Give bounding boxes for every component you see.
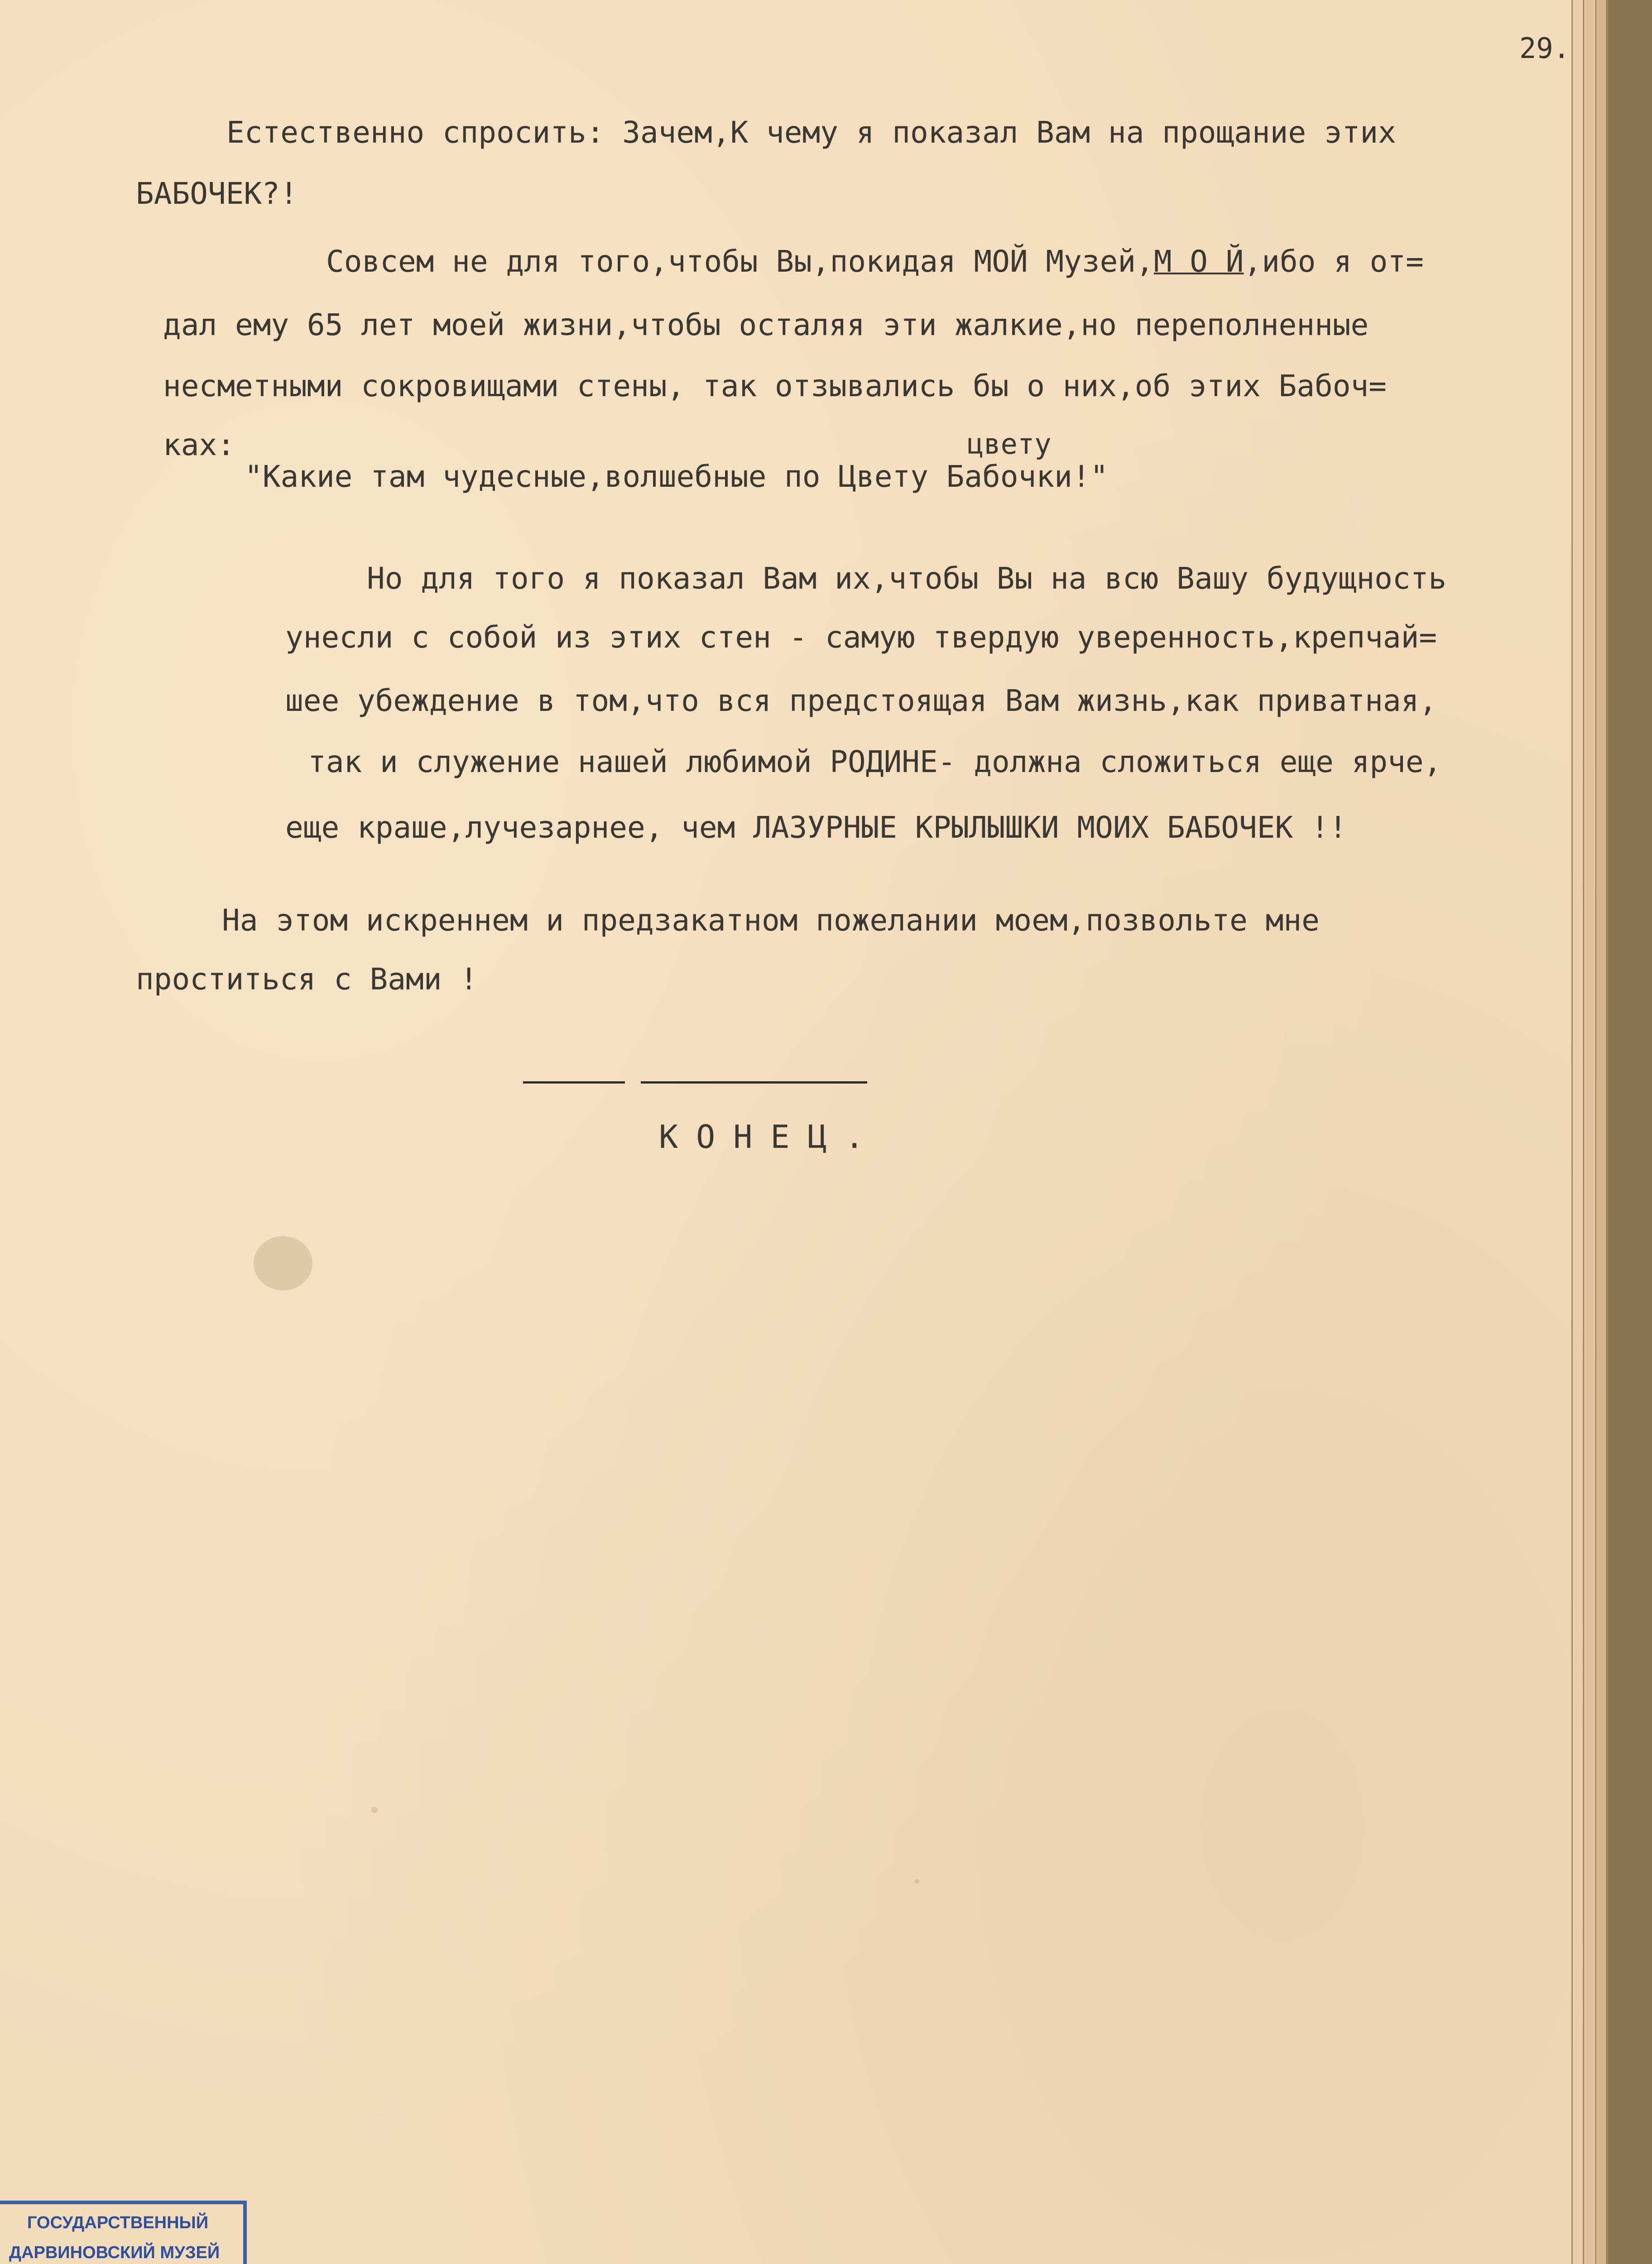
paper-speck [371,1807,378,1813]
binding-edge [1607,0,1652,2264]
paragraph-1-line-2: БАБОЧЕК?! [136,176,298,211]
paragraph-2-line-1-start: Совсем не для того,чтобы Вы,покидая МОЙ Музей, [326,244,1154,279]
underlined-moi: М О Й [1153,244,1244,279]
museum-stamp [0,2201,247,2264]
paragraph-2-line-3: несметными сокровищами стены, так отзывались бы о них,об этих Бабоч= [163,369,1387,403]
paragraph-1-line-1: Естественно спросить: Зачем,К чему я показал Вам на прощание этих [226,115,1396,150]
handwritten-insertion: цвету [967,427,1052,460]
paragraph-3-line-2: унесли с собой из этих стен - самую твердую уверенность,крепчай= [285,620,1437,655]
paragraph-3-line-1: Но для того я показал Вам их,чтобы Вы на всю Вашу будущность [367,561,1447,596]
paragraph-2-line-1 [326,244,1424,279]
stamp-line-1: ГОСУДАРСТВЕННЫЙ [27,2213,209,2232]
stamp-handwritten-number [91,2259,245,2264]
end-word: КОНЕЦ. [659,1118,882,1156]
paragraph-3-line-5: еще краше,лучезарнее, чем ЛАЗУРНЫЕ КРЫЛЫШКИ МОИХ БАБОЧЕК !! [285,810,1347,845]
paragraph-3-line-3: шее убеждение в том,что вся предстоящая Вам жизнь,как приватная, [285,683,1437,718]
paragraph-2-line-2: дал ему 65 лет моей жизни,чтобы осталяя эти жалкие,но переполненные [163,307,1369,342]
divider-line-left [523,1081,625,1084]
stamp-line-2: ДАРВИНОВСКИЙ МУЗЕЙ [9,2243,220,2262]
paragraph-3-line-4: так и служение нашей любимой РОДИНЕ- должна сложиться еще ярче, [308,744,1442,779]
quote-line: "Какие там чудесные,волшебные по Цвету Бабочки!" [245,459,1109,494]
page-stack-edge [1595,0,1606,2264]
paragraph-2-line-4: ках: [163,427,235,462]
paragraph-2-line-1-end: ,ибо я от= [1244,244,1424,279]
paper-speck [915,1879,919,1884]
page-stack-edge [1583,0,1594,2264]
page-stack-edge [1571,0,1582,2264]
divider-line-right [641,1081,867,1084]
paragraph-4-line-2: проститься с Вами ! [136,962,478,997]
paragraph-4-line-1: На этом искреннем и предзакатном пожелании моем,позвольте мне [222,903,1320,938]
paper-stain [254,1236,312,1290]
page-number: 29. [1519,32,1570,65]
